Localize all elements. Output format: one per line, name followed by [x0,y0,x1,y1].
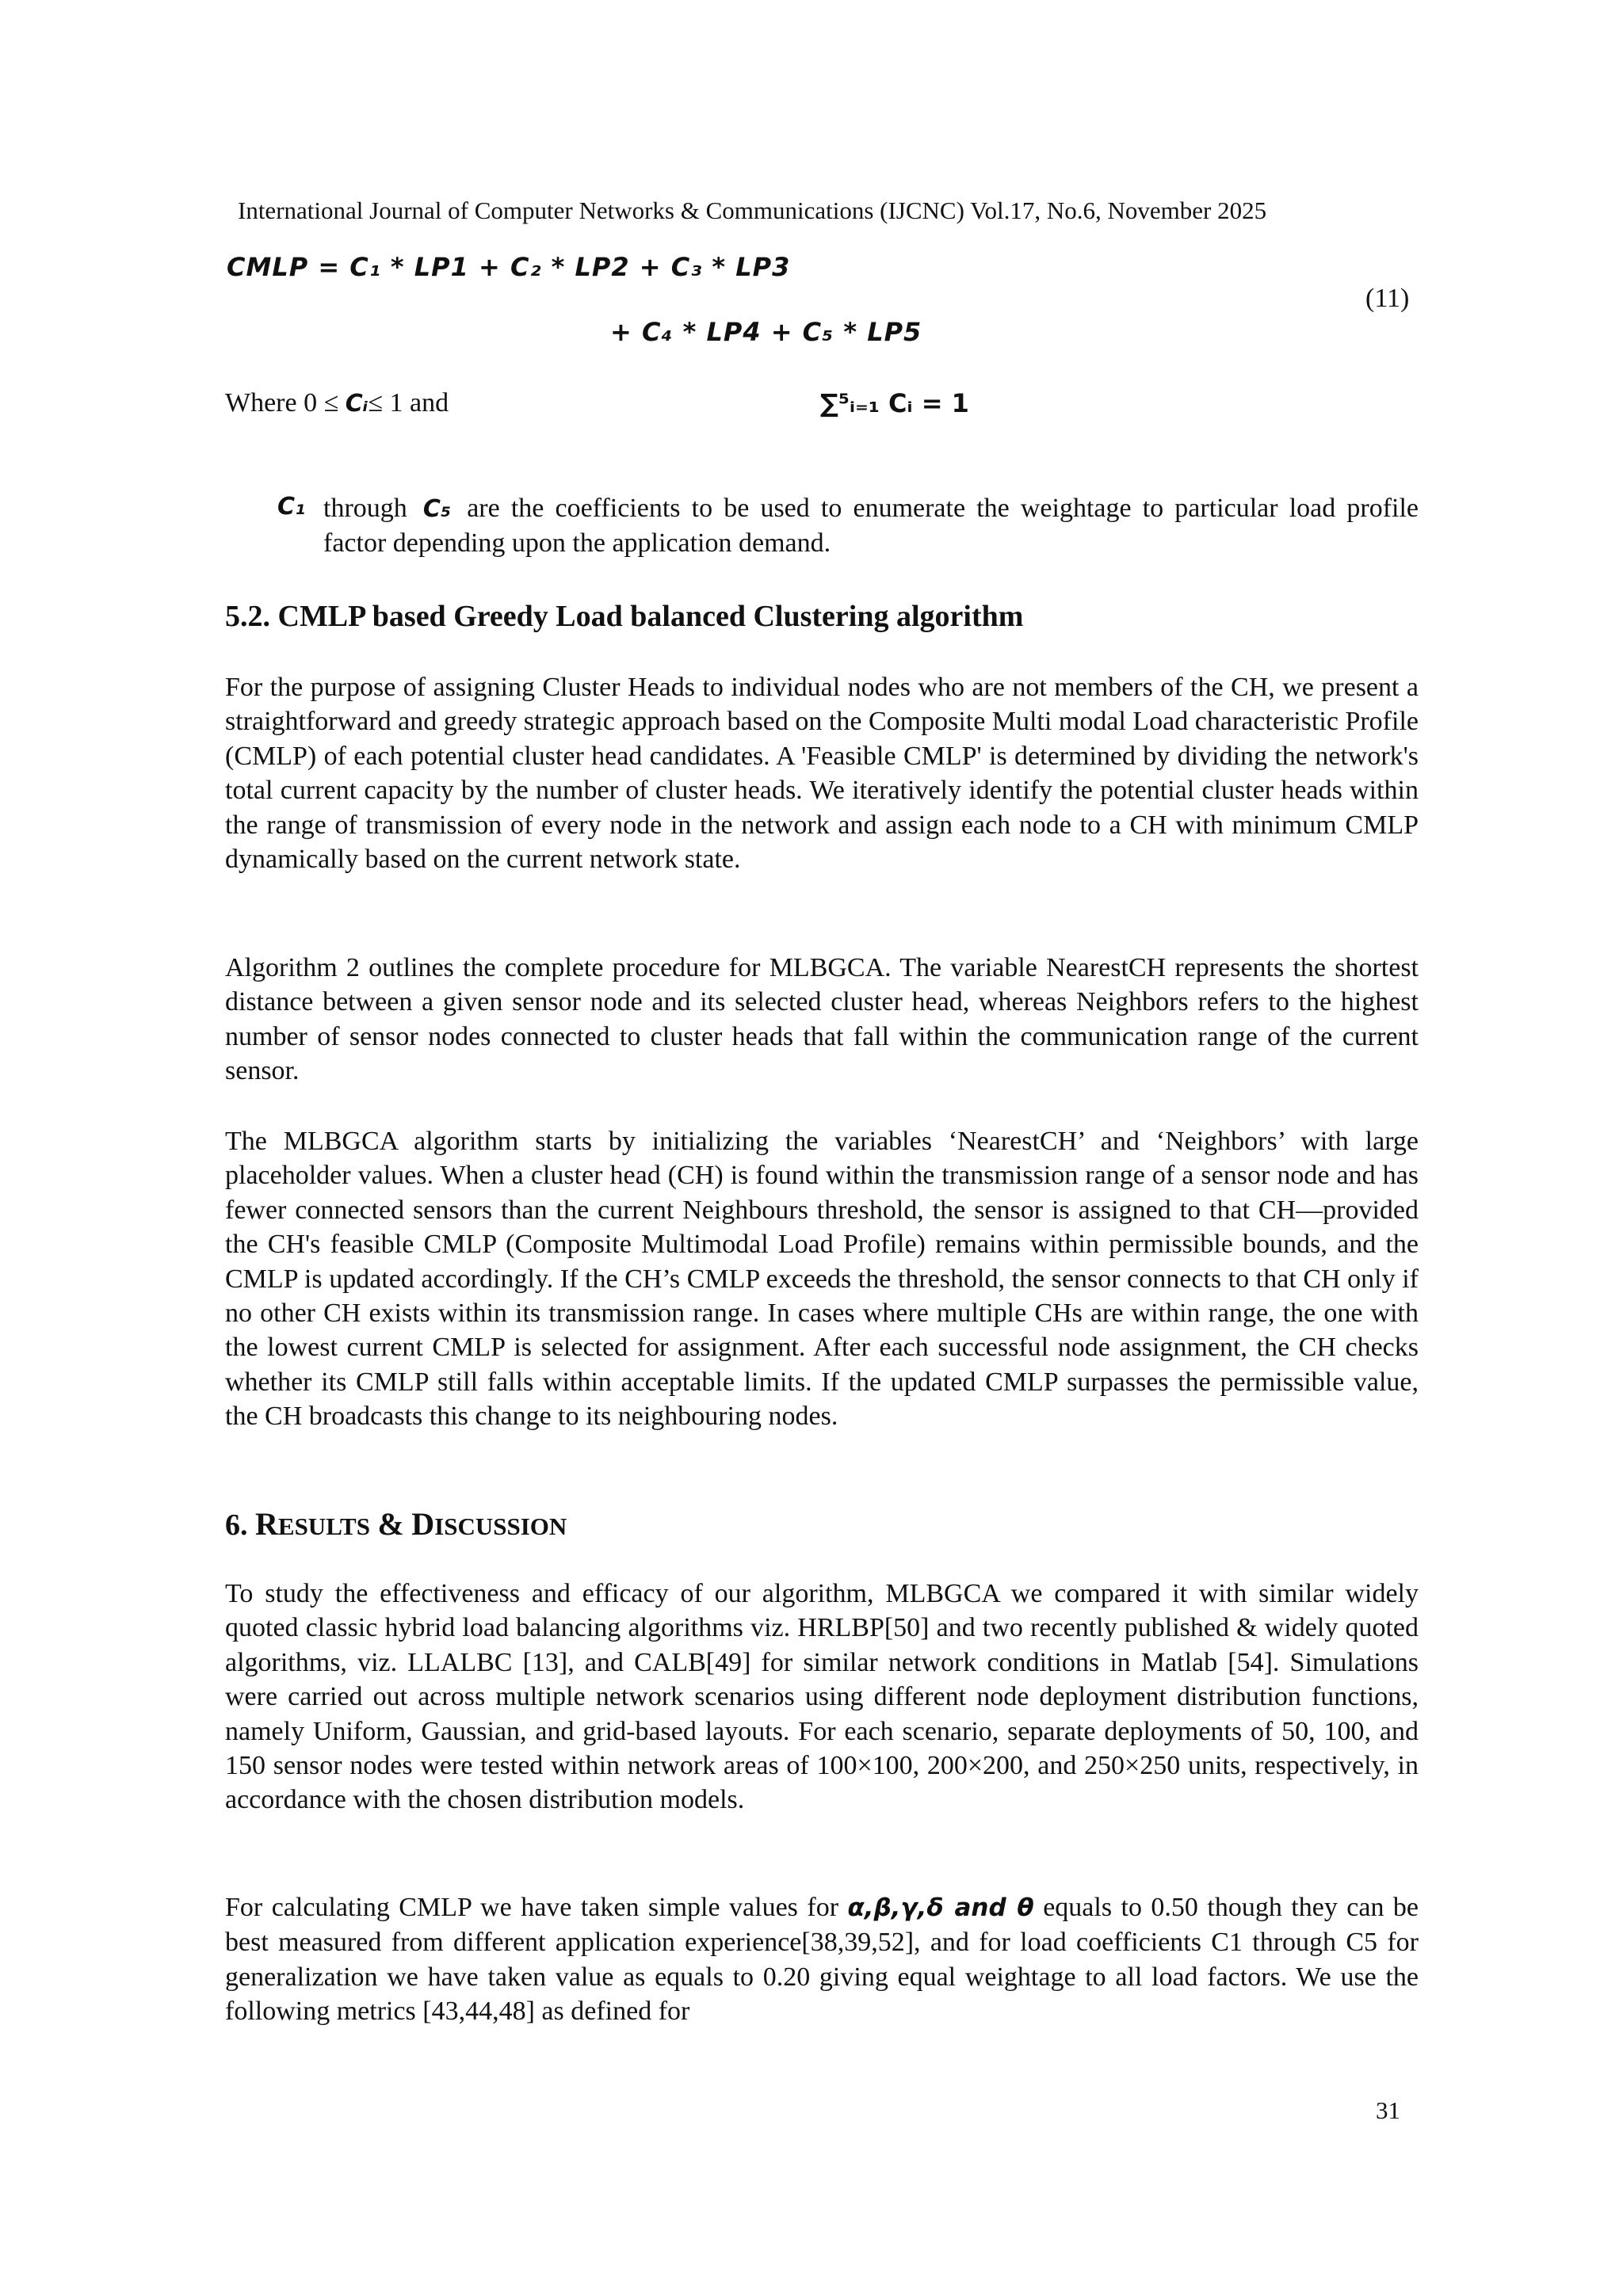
heading-rest-results: ESULTS [277,1512,370,1540]
coefficient-explanation [323,491,1419,561]
heading-ampersand: & [377,1506,404,1542]
where-clause [225,388,449,418]
paragraph-5-2-3: The MLBGCA algorithm starts by initializing the variables ‘NearestCH’ and ‘Neighbors’ with large placeholder values. When a cluster head (CH) is found within the transmission range of a sensor node and has fewer connected sensors than the current Neighbours threshold, the sensor is assigned to that CH—provided the CH's feasible CMLP (Composite Multimodal Load Profile) remains within permissible bounds, and the CMLP is updated accordingly. If the CH’s CMLP exceeds the threshold, the sensor connects to that CH only if no other CH exists within its transmission range. In cases where multiple CHs are within range, the one with the lowest current CMLP is selected for assignment. After each successful node assignment, the CH checks whether its CMLP still falls within acceptable limits. If the updated CMLP surpasses the permissible value, the CH broadcasts this change to its neighbouring nodes. [225,1127,1419,1432]
coefficient-description: are the coefficients to be used to enumerate the weightage to particular load profile factor depending upon the application demand. [323,494,1419,559]
paragraph-6-2-rest: equals to 0.50 though they can be best measured from different application experience[38,39,52], and for load coefficients C1 through C5 for generalization we have taken value as equals to 0.20 giving equal weightage to all load factors. We use the following metrics [43,44,48] as defined for [225,1893,1419,2027]
equation-line-1: CMLP = C₁ * LP1 + C₂ * LP2 + C₃ * LP3 [227,252,791,282]
paragraph-6-2-start: For calculating CMLP we have taken simple values for [225,1893,839,1922]
coefficient-through: through [323,494,407,523]
sum-constraint: ∑⁵ᵢ₌₁ Cᵢ = 1 [820,388,969,418]
equation-line-2: + C₄ * LP4 + C₅ * LP5 [610,317,922,347]
greek-parameters: α,β,γ,δ and θ [847,1894,1034,1922]
running-header: International Journal of Computer Networks & Communications (IJCNC) Vol.17, No.6, November 2025 [238,196,1267,224]
equation-number: (11) [1365,284,1410,313]
paragraph-5-2-1: For the purpose of assigning Cluster Heads to individual nodes who are not members of the CH, we present a straightforward and greedy strategic approach based on the Composite Multi modal Load characteristic Profile (CMLP) of each potential cluster head candidates. A 'Feasible CMLP' is determined by dividing the network's total current capacity by the number of cluster heads. We iteratively identify the potential cluster heads within the range of transmission of every node in the network and assign each node to a CH with minimum CMLP dynamically based on the current network state. [225,673,1419,875]
coefficient-c1: C₁ [277,493,306,521]
section-heading-5-2: 5.2. CMLP based Greedy Load balanced Clustering algorithm [225,600,1024,633]
heading-cap-d: D [411,1506,435,1542]
paragraph-5-2-2: Algorithm 2 outlines the complete procedure for MLBGCA. The variable NearestCH represents the shortest distance between a given sensor node and its selected cluster head, whereas Neighbors refers to the highest number of sensor nodes connected to cluster heads that fall within the communication range of the current sensor. [225,953,1419,1086]
where-prefix: Where 0 ≤ [225,388,346,418]
paragraph-6-1: To study the effectiveness and efficacy of our algorithm, MLBGCA we compared it with similar widely quoted classic hybrid load balancing algorithms viz. HRLBP[50] and two recently published & widely quoted algorithms, viz. LLALBC [13], and CALB[49] for similar network conditions in Matlab [54]. Simulations were carried out across multiple network scenarios using different node deployment distribution functions, namely Uniform, Gaussian, and grid-based layouts. For each scenario, separate deployments of 50, 100, and 150 sensor nodes were tested within network areas of 100×100, 200×200, and 250×250 units, respectively, in accordance with the chosen distribution models. [225,1579,1419,1815]
where-suffix: ≤ 1 and [368,388,449,418]
heading-rest-discussion: ISCUSSION [434,1512,567,1540]
coefficient-c5: C₅ [422,495,452,523]
page-number: 31 [1376,2096,1400,2124]
section-number: 6. [225,1508,248,1542]
section-heading-6 [225,1505,567,1543]
paragraph-6-2 [225,1890,1419,2029]
heading-cap-r: R [255,1506,278,1542]
coefficient-ci: Cᵢ [345,390,369,418]
